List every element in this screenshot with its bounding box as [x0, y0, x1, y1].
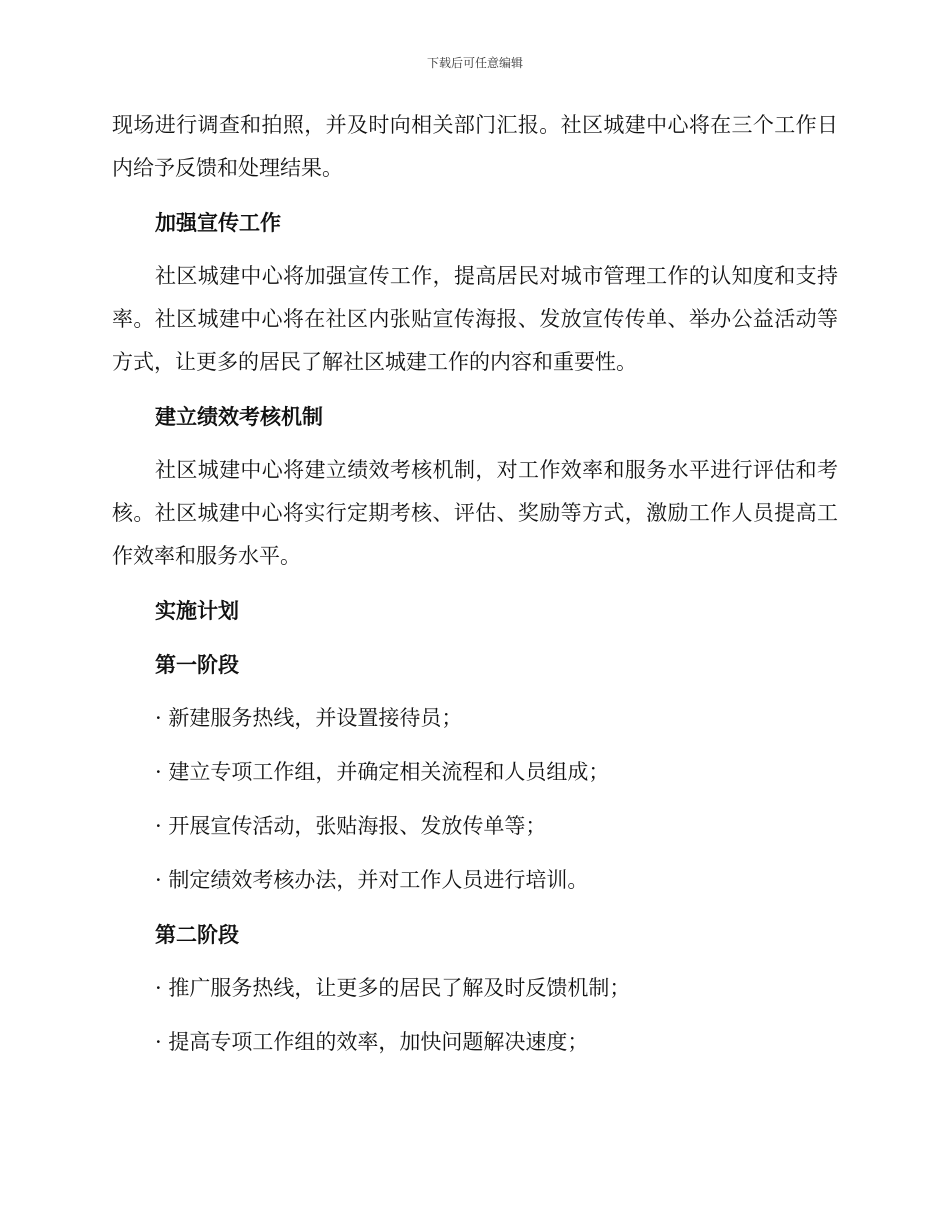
- heading-phase-two: 第二阶段: [155, 922, 239, 947]
- heading-implementation: 实施计划: [155, 598, 239, 623]
- paragraph-publicity: 社区城建中心将加强宣传工作，提高居民对城市管理工作的认知度和支持率。社区城建中心将在社区内张贴宣传海报、发放宣传传单、举办公益活动等方式，让更多的居民了解社区城建工作的内容和重要性。: [112, 264, 838, 374]
- list-item: · 制定绩效考核办法，并对工作人员进行培训。: [155, 868, 589, 892]
- paragraph-performance: 社区城建中心将建立绩效考核机制，对工作效率和服务水平进行评估和考核。社区城建中心将实行定期考核、评估、奖励等方式，激励工作人员提高工作效率和服务水平。: [112, 458, 838, 568]
- heading-publicity: 加强宣传工作: [155, 210, 281, 235]
- list-item: · 新建服务热线，并设置接待员；: [155, 706, 463, 730]
- list-item: · 建立专项工作组，并确定相关流程和人员组成；: [155, 760, 610, 784]
- list-item: · 开展宣传活动，张贴海报、发放传单等；: [155, 814, 547, 838]
- page-header-note: 下载后可任意编辑: [426, 56, 523, 70]
- heading-performance: 建立绩效考核机制: [155, 404, 323, 429]
- list-item: · 推广服务热线，让更多的居民了解及时反馈机制；: [155, 976, 631, 1000]
- document-body: [112, 104, 838, 1064]
- paragraph-continued: 现场进行调查和拍照，并及时向相关部门汇报。社区城建中心将在三个工作日内给予反馈和处理结果。: [112, 113, 838, 180]
- heading-phase-one: 第一阶段: [155, 652, 239, 677]
- list-item: · 提高专项工作组的效率，加快问题解决速度；: [155, 1030, 589, 1054]
